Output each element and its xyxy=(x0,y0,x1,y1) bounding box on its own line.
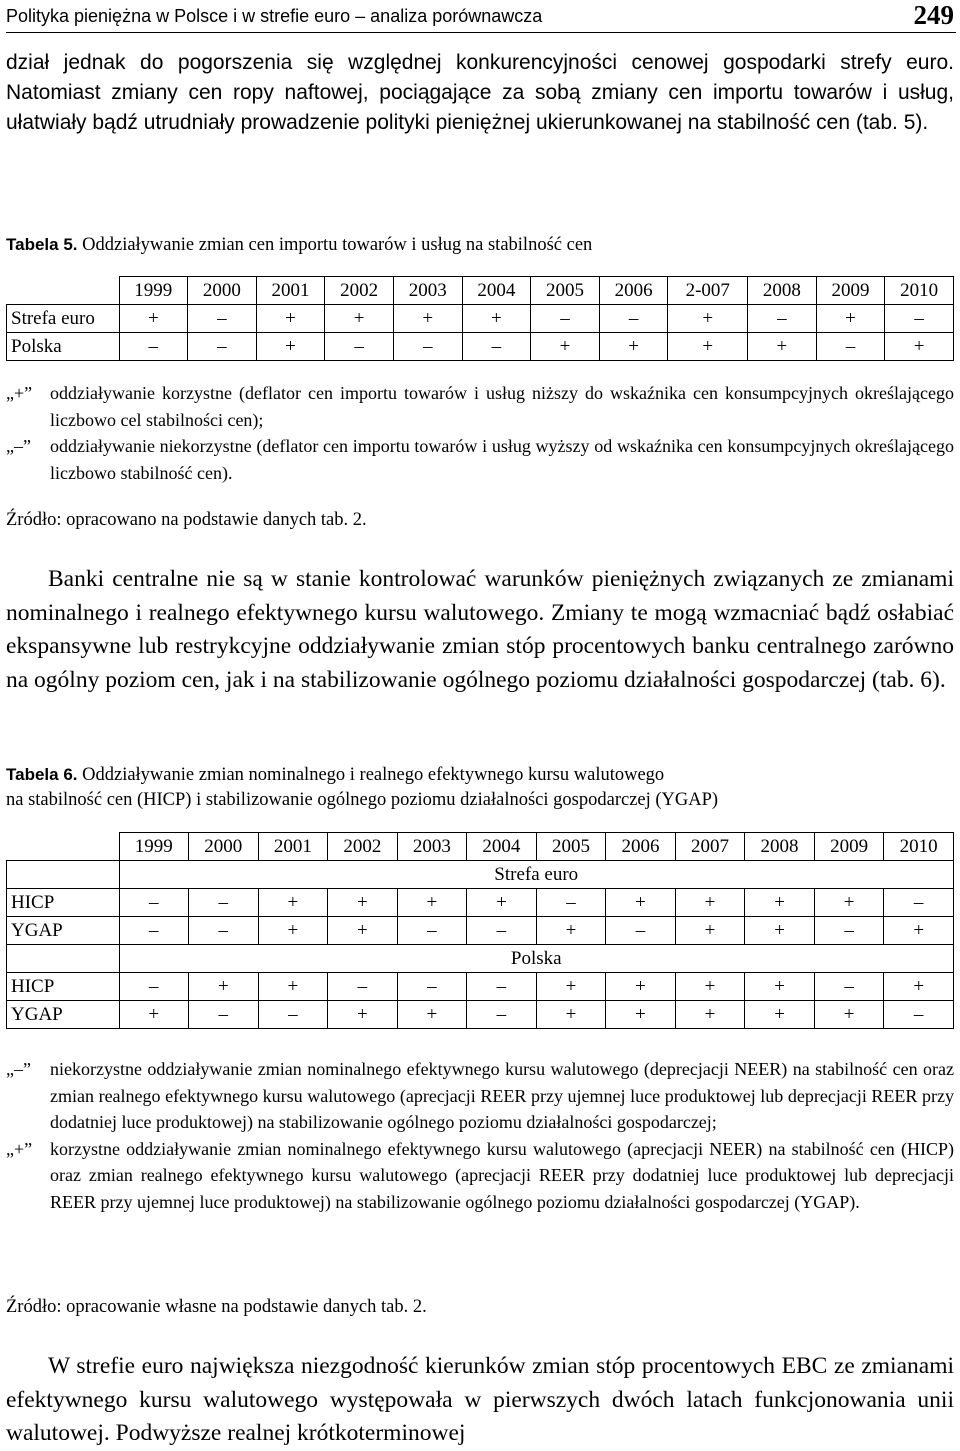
table5-cell: + xyxy=(748,333,817,361)
table6-note-symbol: „–” xyxy=(6,1059,31,1079)
table6-cell: – xyxy=(328,973,398,1001)
table6-column-header: 2000 xyxy=(189,833,259,861)
table6-note-text: korzystne oddziaływanie zmian nominalnego efektywnego kursu walutowego (aprecjacji NEER) na stabilność cen (HICP) oraz zmian realnego efektywnego kursu walutowego (aprecjacji REER przy dodatniej luce produktowej lub deprecjacji REER przy ujemnej luce produktowej) na stabilizowanie ogólnego poziomu działalności gospodarczej (YGAP). xyxy=(50,1138,954,1212)
table6-cell: + xyxy=(745,889,815,917)
table6-cell: + xyxy=(884,973,954,1001)
table5-row xyxy=(7,333,954,361)
table6-column-header: 2008 xyxy=(745,833,815,861)
table6-cell: – xyxy=(467,973,537,1001)
table5-cell: – xyxy=(325,333,394,361)
table5-caption-text: Oddziaływanie zmian cen importu towarów i usług na stabilność cen xyxy=(82,235,593,255)
table6-caption xyxy=(6,762,954,813)
table6-cell: – xyxy=(189,917,259,945)
table5-cell: + xyxy=(531,333,600,361)
table5-cell: – xyxy=(462,333,531,361)
table6-caption-line1: Oddziaływanie zmian nominalnego i realnego efektywnego kursu walutowego xyxy=(82,765,665,785)
running-title: Polityka pieniężna w Polsce i w strefie euro – analiza porównawcza xyxy=(6,6,543,26)
table5-column-header: 2000 xyxy=(188,277,257,305)
table6-cell: + xyxy=(328,917,398,945)
closing-paragraph xyxy=(6,1350,954,1451)
table6-cell: + xyxy=(814,889,884,917)
table5-cell: – xyxy=(531,305,600,333)
table6-cell: – xyxy=(814,973,884,1001)
page-number: 249 xyxy=(913,0,954,30)
table6-cell: + xyxy=(536,917,606,945)
table5-cell: – xyxy=(748,305,817,333)
table6-cell: + xyxy=(606,1001,676,1029)
table6-section-spacer xyxy=(7,945,120,973)
table5-column-header: 2003 xyxy=(393,277,462,305)
table6-cell: + xyxy=(467,889,537,917)
table6-cell: + xyxy=(397,889,467,917)
table6-cell: + xyxy=(536,1001,606,1029)
table5-corner-cell xyxy=(7,277,120,305)
table5-column-header: 2-007 xyxy=(668,277,748,305)
table5-cell: – xyxy=(119,333,188,361)
table6-cell: – xyxy=(397,973,467,1001)
table5-note-text: oddziaływanie niekorzystne (deflator cen importu towarów i usług wyższy od wskaźnika cen konsumpcyjnych określającego liczbowo stabilność cen). xyxy=(50,436,954,483)
table-6 xyxy=(6,832,954,1029)
table6-cell: + xyxy=(258,889,328,917)
table5-column-header: 2009 xyxy=(816,277,885,305)
table5-cell: + xyxy=(599,333,668,361)
table6-cell: + xyxy=(536,973,606,1001)
table6-caption-line2: na stabilność cen (HICP) i stabilizowanie ogólnego poziomu działalności gospodarczej (YGAP) xyxy=(6,790,719,810)
table6-row-label: HICP xyxy=(7,889,120,917)
table6-cell: – xyxy=(397,917,467,945)
table5-note-symbol: „–” xyxy=(6,436,31,456)
table6-cell: + xyxy=(397,1001,467,1029)
table5-cell: – xyxy=(885,305,954,333)
table6-row-label: HICP xyxy=(7,973,120,1001)
table6-cell: + xyxy=(745,917,815,945)
table6-row xyxy=(7,917,954,945)
table6-row xyxy=(7,973,954,1001)
table6-column-header: 2006 xyxy=(606,833,676,861)
table5-cell: + xyxy=(462,305,531,333)
table6-cell: – xyxy=(884,1001,954,1029)
table-5 xyxy=(6,276,954,361)
table6-corner-cell xyxy=(7,833,120,861)
table6-cell: – xyxy=(467,917,537,945)
table6-cell: + xyxy=(675,889,745,917)
table5-cell: – xyxy=(599,305,668,333)
table5-cell: – xyxy=(188,333,257,361)
table5-column-header: 2008 xyxy=(748,277,817,305)
table5-column-header: 2002 xyxy=(325,277,394,305)
table5-column-header: 1999 xyxy=(119,277,188,305)
table6-cell: – xyxy=(467,1001,537,1029)
table6-cell: – xyxy=(814,917,884,945)
table5-cell: + xyxy=(256,305,325,333)
table6-cell: + xyxy=(745,973,815,1001)
table5-cell: + xyxy=(119,305,188,333)
table6-cell: – xyxy=(884,889,954,917)
table6-cell: + xyxy=(119,1001,189,1029)
table6-section-row xyxy=(7,945,954,973)
table6-cell: + xyxy=(675,973,745,1001)
table6-cell: + xyxy=(606,973,676,1001)
table6-section-header: Polska xyxy=(119,945,954,973)
table6-note xyxy=(6,1056,954,1136)
table5-caption xyxy=(6,232,954,258)
table5-cell: – xyxy=(393,333,462,361)
table5-label: Tabela 5. xyxy=(6,235,78,254)
table6-column-header: 2009 xyxy=(814,833,884,861)
intro-paragraph: dział jednak do pogorszenia się względnej konkurencyjności cenowej gospodarki strefy euro. Natomiast zmiany cen ropy naftowej, pociągające za sobą zmiany cen importu towarów i usług, ułatwiały bądź utrudniały prowadzenie polityki pieniężnej ukierunkowanej na stabilność cen (tab. 5). xyxy=(6,51,954,134)
table6-cell: + xyxy=(675,1001,745,1029)
table5-column-header: 2006 xyxy=(599,277,668,305)
table6-row-label: YGAP xyxy=(7,917,120,945)
table6-column-header: 2001 xyxy=(258,833,328,861)
table5-cell: + xyxy=(668,333,748,361)
table5-cell: + xyxy=(256,333,325,361)
table5-note-text: oddziaływanie korzystne (deflator cen importu towarów i usług niższy do wskaźnika cen konsumpcyjnych określającego liczbowo cel stabilności cen); xyxy=(50,383,954,430)
table6-column-header: 2002 xyxy=(328,833,398,861)
table6-cell: – xyxy=(119,917,189,945)
table6-column-header: 2004 xyxy=(467,833,537,861)
middle-paragraph-text: Banki centralne nie są w stanie kontrolować warunków pieniężnych związanych ze zmianami nominalnego i realnego efektywnego kursu walutowego. Zmiany te mogą wzmacniać bądź osłabiać ekspansywne lub restrykcyjne oddziaływanie zmian stóp procentowych banku centralnego zarówno na ogólny poziom cen, jak i na stabilizowanie ogólnego poziomu działalności gospodarczej (tab. 6). xyxy=(6,566,954,693)
table6-cell: – xyxy=(189,889,259,917)
table6-cell: + xyxy=(606,889,676,917)
table6-column-header: 2010 xyxy=(884,833,954,861)
closing-paragraph-text: W strefie euro największa niezgodność kierunków zmian stóp procentowych EBC ze zmianami efektywnego kursu walutowego występowała w pierwszych dwóch latach funkcjonowania unii walutowej. Podwyższe realnej krótkoterminowej xyxy=(6,1353,954,1446)
table6-note-text: niekorzystne oddziaływanie zmian nominalnego efektywnego kursu walutowego (deprecjacji NEER) na stabilność cen oraz zmian realnego efektywnego kursu walutowego (aprecjacji REER przy ujemnej luce produktowej lub deprecjacji REER przy dodatniej luce produktowej) na stabilizowanie ogólnego poziomu działalności gospodarczej; xyxy=(50,1059,954,1132)
table5-cell: + xyxy=(668,305,748,333)
table5-column-header: 2004 xyxy=(462,277,531,305)
table6-column-header: 1999 xyxy=(119,833,189,861)
table6-cell: + xyxy=(745,1001,815,1029)
running-header xyxy=(6,0,956,33)
table6-header-row xyxy=(7,833,954,861)
table5-cell: – xyxy=(188,305,257,333)
table6-cell: – xyxy=(119,889,189,917)
table6-cell: – xyxy=(258,1001,328,1029)
table5-cell: – xyxy=(816,333,885,361)
middle-paragraph xyxy=(6,563,954,697)
table6-section-spacer xyxy=(7,861,120,889)
table6-column-header: 2007 xyxy=(675,833,745,861)
table5-cell: + xyxy=(393,305,462,333)
table6-section-header: Strefa euro xyxy=(119,861,954,889)
table6-column-header: 2003 xyxy=(397,833,467,861)
table5-column-header: 2005 xyxy=(531,277,600,305)
table5-source: Źródło: opracowano na podstawie danych tab. 2. xyxy=(6,510,367,530)
table6-row xyxy=(7,889,954,917)
table5-note-symbol: „+” xyxy=(6,383,33,403)
table6-cell: + xyxy=(328,1001,398,1029)
table6-row-label: YGAP xyxy=(7,1001,120,1029)
table5-row xyxy=(7,305,954,333)
table6-column-header: 2005 xyxy=(536,833,606,861)
table6-notes xyxy=(6,1056,954,1215)
table5-note xyxy=(6,380,954,433)
table5-header-row xyxy=(7,277,954,305)
table6-cell: + xyxy=(675,917,745,945)
table5-notes xyxy=(6,380,954,486)
table6-row xyxy=(7,1001,954,1029)
table5-row-label: Strefa euro xyxy=(7,305,120,333)
table6-note-symbol: „+” xyxy=(6,1138,33,1159)
table6-cell: + xyxy=(328,889,398,917)
table5-cell: + xyxy=(816,305,885,333)
table6-cell: + xyxy=(258,973,328,1001)
table6-cell: + xyxy=(258,917,328,945)
table6-source: Źródło: opracowanie własne na podstawie danych tab. 2. xyxy=(6,1297,427,1317)
table5-cell: + xyxy=(885,333,954,361)
table6-cell: + xyxy=(884,917,954,945)
table6-cell: + xyxy=(189,973,259,1001)
table6-section-row xyxy=(7,861,954,889)
table6-cell: – xyxy=(536,889,606,917)
table6-cell: – xyxy=(606,917,676,945)
table6-cell: – xyxy=(189,1001,259,1029)
table5-note xyxy=(6,433,954,486)
table6-cell: – xyxy=(119,973,189,1001)
table6-note xyxy=(6,1136,954,1216)
table5-column-header: 2001 xyxy=(256,277,325,305)
table5-column-header: 2010 xyxy=(885,277,954,305)
table6-cell: + xyxy=(814,1001,884,1029)
table6-label: Tabela 6. xyxy=(6,765,78,784)
table5-row-label: Polska xyxy=(7,333,120,361)
table5-cell: + xyxy=(325,305,394,333)
